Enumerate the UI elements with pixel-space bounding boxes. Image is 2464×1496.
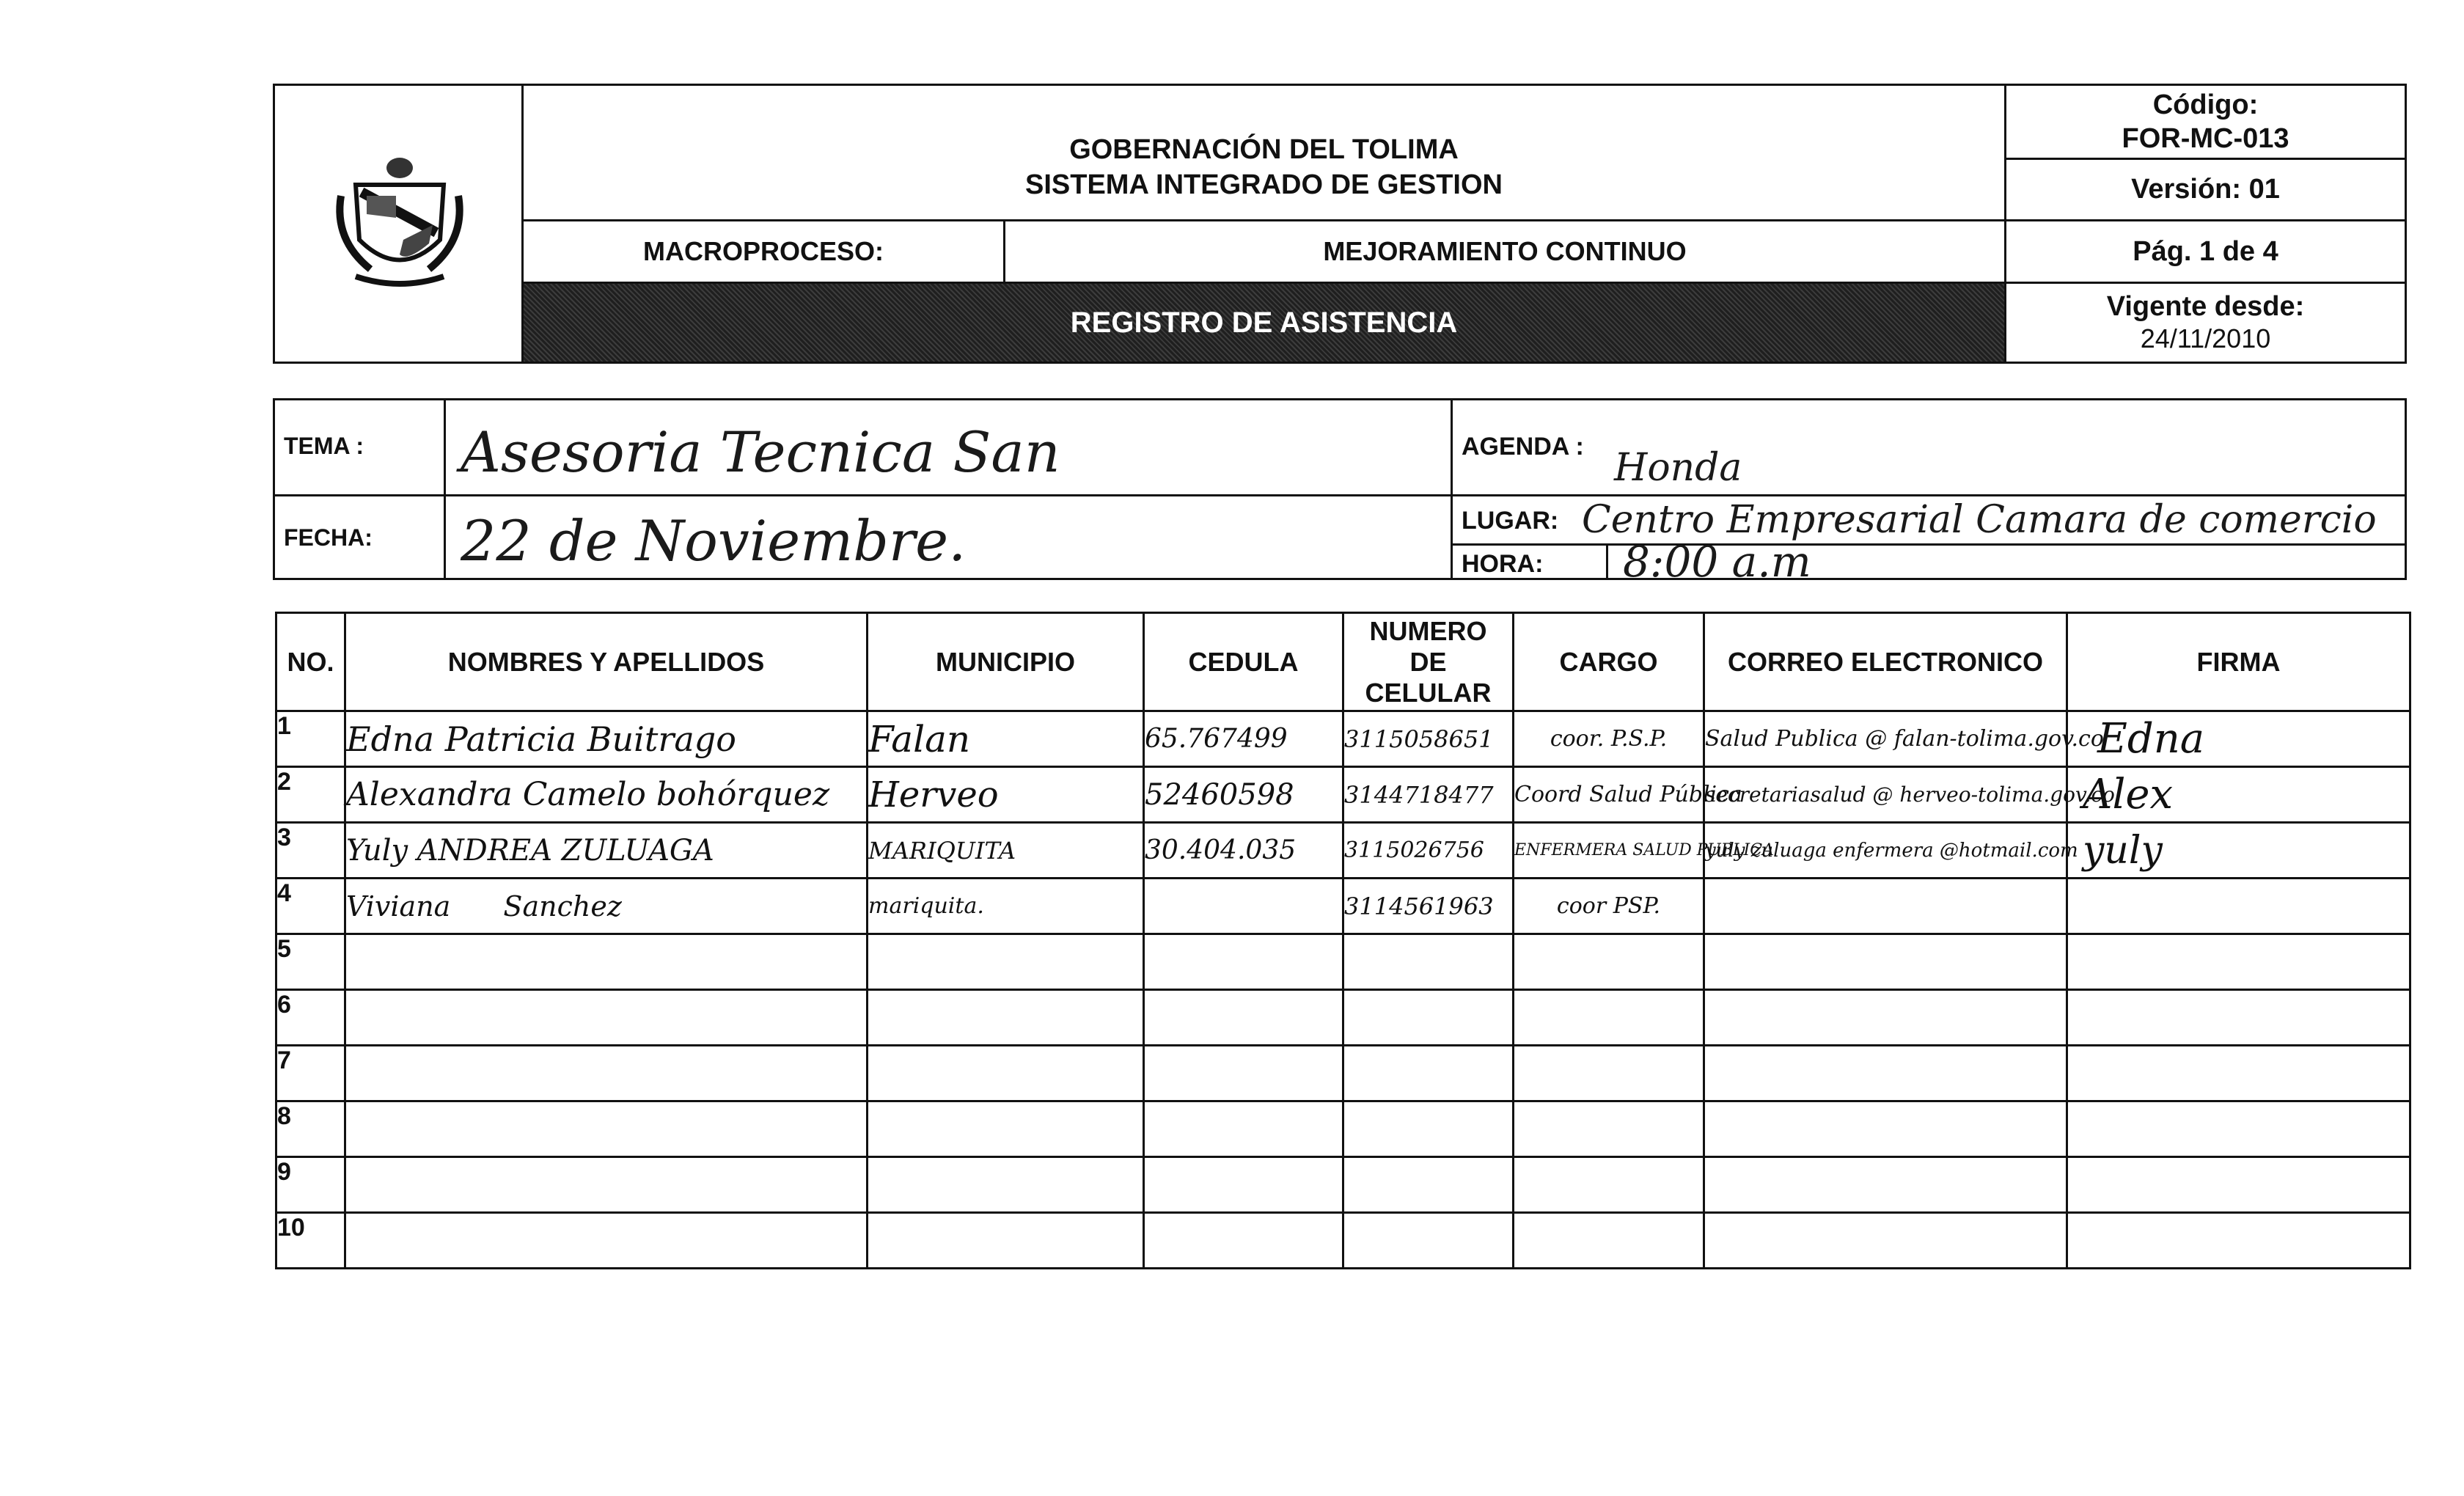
logo-cell [273,84,524,364]
attendee-cedula [1144,1101,1343,1157]
attendee-firma [2067,1046,2410,1101]
codigo-cell [2004,84,2407,160]
attendee-cedula [1144,1157,1343,1213]
attendee-celular [1343,1046,1514,1101]
attendee-cedula [1144,879,1343,934]
macroproceso-value-cell [1003,219,2006,284]
table-row [276,767,2410,823]
tema-value: Asesoria Tecnica San [461,419,1060,485]
attendee-municipio [868,1101,1144,1157]
row-number: 9 [276,1157,345,1213]
attendee-municipio: MARIQUITA [868,823,1144,879]
org-title-cell [521,84,2006,221]
attendee-cedula [1144,1213,1343,1269]
attendee-name: Yuly ANDREA ZULUAGA [345,823,868,879]
attendee-celular [1343,990,1514,1046]
attendee-correo [1704,1157,2067,1213]
page-number-cell [2004,219,2407,284]
attendee-firma [2067,1157,2410,1213]
hora-label-cell [1451,543,1608,580]
hora-label: HORA: [1462,550,1544,578]
attendee-name [345,1046,868,1101]
row-number: 3 [276,823,345,879]
attendee-municipio [868,1157,1144,1213]
header-cedula: CEDULA [1144,613,1343,711]
attendee-cedula [1144,1046,1343,1101]
table-row [276,1157,2410,1213]
lugar-label: LUGAR: [1462,507,1559,535]
attendee-name [345,1157,868,1213]
attendee-correo [1704,934,2067,990]
lugar-value: Centro Empresarial Camara de comercio [1582,498,2377,542]
attendee-cedula [1144,990,1343,1046]
agenda-label: AGENDA : [1462,433,1584,461]
hora-value: 8:00 a.m [1623,537,1811,587]
attendee-correo [1704,1046,2067,1101]
fecha-label: FECHA: [284,524,373,551]
version-text: Versión: 01 [2131,174,2280,205]
attendee-cargo: Coord Salud Pública [1514,767,1704,823]
attendee-cargo [1514,1157,1704,1213]
attendee-correo [1704,1101,2067,1157]
form-title-band [521,282,2006,364]
attendee-cedula: 52460598 [1144,767,1343,823]
attendee-celular: 3144718477 [1343,767,1514,823]
attendee-name [345,990,868,1046]
row-number: 5 [276,934,345,990]
attendee-firma: Alex [2067,767,2410,823]
attendee-municipio: mariquita. [868,879,1144,934]
attendee-municipio [868,1213,1144,1269]
attendee-municipio [868,934,1144,990]
header-nombres: NOMBRES Y APELLIDOS [345,613,868,711]
attendee-name [345,934,868,990]
table-row [276,711,2410,767]
attendee-celular [1343,1213,1514,1269]
table-row [276,823,2410,879]
attendee-firma [2067,990,2410,1046]
row-number: 4 [276,879,345,934]
row-number: 1 [276,711,345,767]
lugar-cell [1451,494,2407,546]
table-row [276,1046,2410,1101]
attendee-correo: secretariasalud @ herveo-tolima.gov.co [1704,767,2067,823]
attendee-cargo [1514,1213,1704,1269]
attendee-cargo: coor PSP. [1514,879,1704,934]
row-number: 7 [276,1046,345,1101]
table-header-row [276,613,2410,711]
fecha-value: 22 de Noviembre. [461,508,967,573]
fecha-label-cell [273,494,446,580]
attendee-name: Edna Patricia Buitrago [345,711,868,767]
attendee-firma: yuly [2067,823,2410,879]
attendee-celular: 3115058651 [1343,711,1514,767]
attendee-cedula: 30.404.035 [1144,823,1343,879]
form-title: REGISTRO DE ASISTENCIA [1070,306,1458,339]
attendee-name: Alexandra Camelo bohórquez [345,767,868,823]
hora-value-cell [1606,537,2407,587]
attendee-correo: yuly zuluaga enfermera @hotmail.com [1704,823,2067,879]
codigo-label: Código: [2152,89,2259,120]
codigo-value: FOR-MC-013 [2122,123,2289,154]
header-firma: FIRMA [2067,613,2410,711]
macroproceso-label: MACROPROCESO: [642,236,884,266]
table-row [276,1101,2410,1157]
attendee-name [345,1101,868,1157]
tema-label: TEMA : [284,433,364,459]
attendee-correo [1704,990,2067,1046]
version-cell [2004,158,2407,221]
attendee-cargo: ENFERMERA SALUD PUBLICA [1514,823,1704,879]
header-correo: CORREO ELECTRONICO [1704,613,2067,711]
header-no: NO. [276,613,345,711]
attendee-correo: Salud Publica @ falan-tolima.gov.co [1704,711,2067,767]
attendee-cargo [1514,990,1704,1046]
attendee-cargo [1514,1101,1704,1157]
attendee-celular [1343,1101,1514,1157]
attendee-municipio: Herveo [868,767,1144,823]
table-row [276,934,2410,990]
attendee-celular [1343,1157,1514,1213]
attendee-cargo: coor. P.S.P. [1514,711,1704,767]
tolima-coat-of-arms-icon [326,152,473,298]
vigente-cell [2004,282,2407,364]
vigente-label: Vigente desde: [2106,291,2305,322]
fecha-value-cell [444,494,1453,580]
attendee-correo [1704,1213,2067,1269]
tema-value-cell [444,398,1453,496]
table-row [276,990,2410,1046]
agenda-value: Honda [1614,446,1742,490]
system-name: SISTEMA INTEGRADO DE GESTION [1025,169,1503,200]
macroproceso-label-cell [521,219,1005,284]
attendee-cedula: 65.767499 [1144,711,1343,767]
attendee-correo [1704,879,2067,934]
attendee-name [345,1213,868,1269]
row-number: 2 [276,767,345,823]
attendee-cedula [1144,934,1343,990]
attendee-municipio: Falan [868,711,1144,767]
attendee-celular: 3115026756 [1343,823,1514,879]
attendee-firma [2067,934,2410,990]
vigente-value: 24/11/2010 [2140,323,2271,353]
attendee-firma [2067,1101,2410,1157]
header-celular: NUMERO DE CELULAR [1343,613,1514,711]
table-row [276,879,2410,934]
attendance-table [275,612,2411,1269]
attendee-firma [2067,1213,2410,1269]
attendee-firma: Edna [2067,711,2410,767]
macroproceso-value: MEJORAMIENTO CONTINUO [1323,236,1687,266]
row-number: 6 [276,990,345,1046]
row-number: 10 [276,1213,345,1269]
attendee-name: Viviana Sanchez [345,879,868,934]
header-municipio: MUNICIPIO [868,613,1144,711]
table-row [276,1213,2410,1269]
attendee-cargo [1514,1046,1704,1101]
attendee-firma [2067,879,2410,934]
attendee-municipio [868,990,1144,1046]
header-cargo: CARGO [1514,613,1704,711]
row-number: 8 [276,1101,345,1157]
org-name: GOBERNACIÓN DEL TOLIMA [1069,134,1459,165]
agenda-cell [1451,398,2407,496]
attendee-cargo [1514,934,1704,990]
tema-label-cell [273,398,446,496]
page-number: Pág. 1 de 4 [2133,235,2278,267]
attendee-municipio [868,1046,1144,1101]
attendee-celular: 3114561963 [1343,879,1514,934]
attendee-celular [1343,934,1514,990]
